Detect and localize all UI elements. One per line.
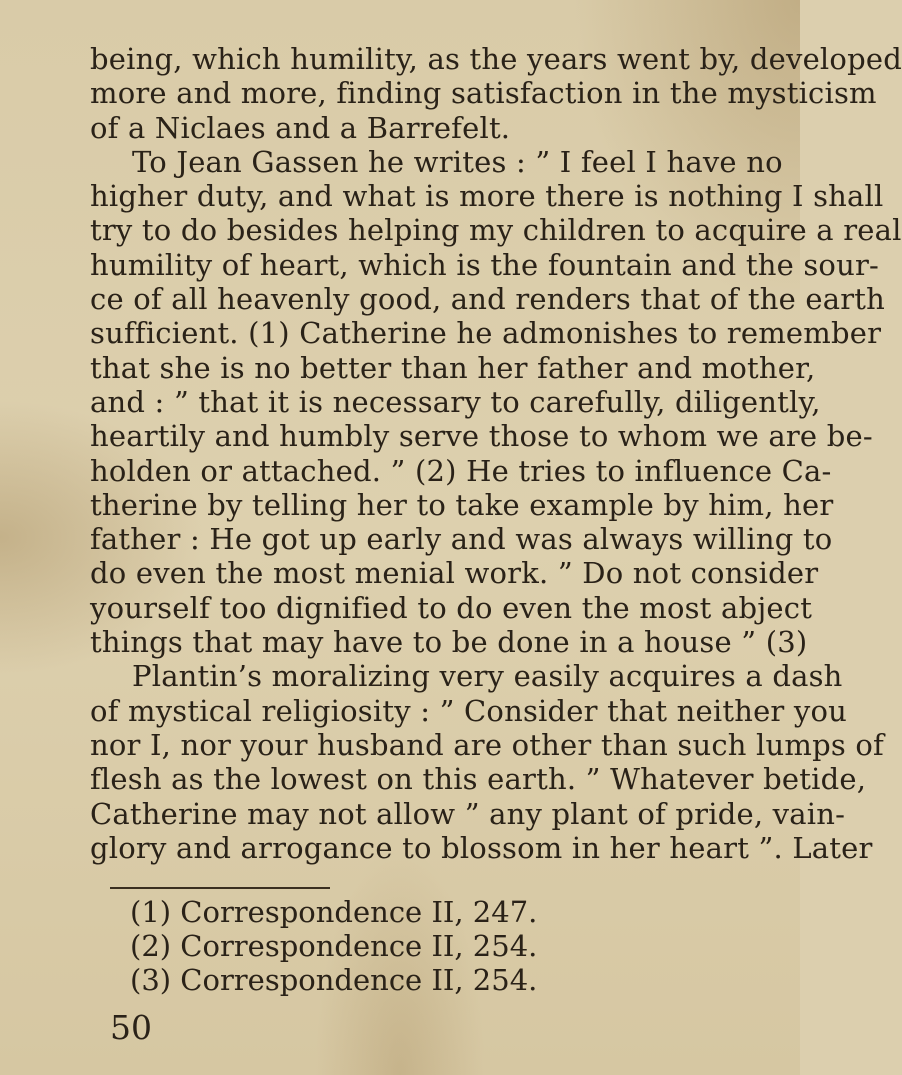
page-number: 50 [110,1008,152,1047]
body-line: Catherine may not allow ” any plant of pride, vain- [90,796,846,831]
body-line: Plantin’s moralizing very easily acquires a dash [132,659,843,694]
footnote: (2) Correspondence II, 254. [130,929,538,963]
body-line: father : He got up early and was always willing to [90,522,833,557]
body-line: that she is no better than her father and mother, [90,350,816,385]
body-line: try to do besides helping my children to acquire a real [90,213,902,248]
body-line: and : ” that it is necessary to carefully, diligently, [90,384,821,419]
body-line: ce of all heavenly good, and renders that of the earth [90,282,886,317]
body-line: do even the most menial work. ” Do not consider [90,556,819,591]
body-line: things that may have to be done in a house ” (3) [90,625,808,660]
body-line: of mystical religiosity : ” Consider that neither you [90,693,848,728]
body-line: glory and arrogance to blossom in her heart ”. Later [90,830,873,865]
body-line: of a Niclaes and a Barrefelt. [90,110,511,145]
body-line: To Jean Gassen he writes : ” I feel I have no [132,144,783,179]
body-line: therine by telling her to take example by him, her [90,487,834,522]
body-line: yourself too dignified to do even the most abject [90,590,813,625]
body-line: nor I, nor your husband are other than such lumps of [90,727,884,762]
body-line: heartily and humbly serve those to whom we are be- [90,419,873,454]
footnote: (3) Correspondence II, 254. [130,963,538,997]
footnotes [130,895,537,997]
footnote-divider [110,887,330,889]
footnote: (1) Correspondence II, 247. [130,895,538,929]
body-line: sufficient. (1) Catherine he admonishes to remember [90,316,882,351]
body-line: humility of heart, which is the fountain and the sour- [90,247,880,282]
body-line: more and more, finding satisfaction in the mysticism [90,76,877,111]
body-text [90,42,902,865]
body-line: higher duty, and what is more there is nothing I shall [90,179,884,214]
body-line: flesh as the lowest on this earth. ” Whatever betide, [90,762,867,797]
body-line: holden or attached. ” (2) He tries to influence Ca- [90,453,832,488]
body-line: being, which humility, as the years went by, developed [90,42,902,76]
